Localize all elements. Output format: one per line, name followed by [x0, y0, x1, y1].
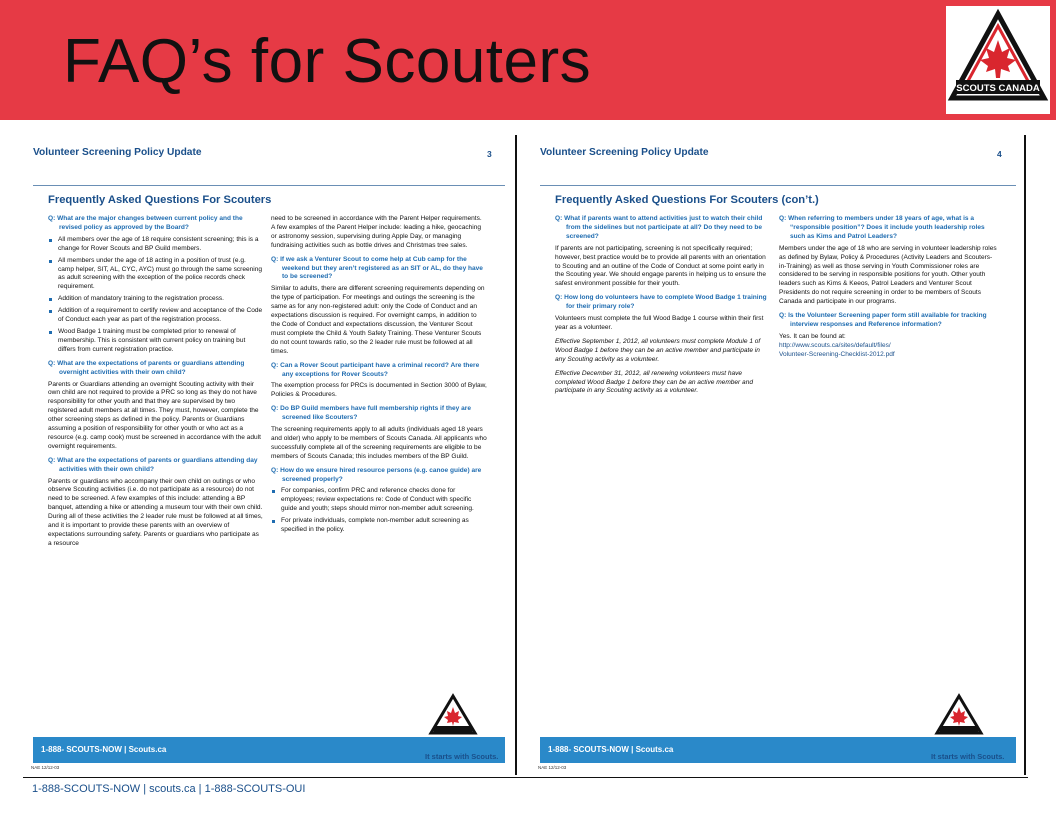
- slide-footer-rule: [23, 777, 1028, 778]
- answer: Yes. It can be found at:: [779, 332, 846, 340]
- section-title: Frequently Asked Questions For Scouters: [48, 194, 272, 206]
- question: Q: What are the expectations of parents or guardians attending overnight activities with their own child?: [48, 359, 245, 376]
- footer-contact: 1-888- SCOUTS-NOW | Scouts.ca: [548, 745, 674, 754]
- checklist-link[interactable]: Volunteer-Screening-Checklist-2012.pdf: [779, 350, 895, 358]
- answer-italic: Effective September 1, 2012, all volunteers must complete Module 1 of Wood Badge 1 before they can be an active member and participate in any Scouting activity as a volunteer.: [555, 337, 761, 363]
- list-item: Addition of mandatory training to the registration process.: [48, 295, 263, 304]
- question: Q: Can a Rover Scout participant have a criminal record? Are there any exceptions for Rover Scouts?: [271, 361, 480, 378]
- question: Q: What if parents want to attend activities just to watch their child from the sidelines but not participate at all? Do they need to be screened?: [555, 215, 763, 240]
- answer: The exemption process for PRCs is documented in Section 3000 of Bylaw, Policies & Procedures.: [271, 382, 487, 399]
- bullet-list: [48, 236, 263, 355]
- document-code: NAE 12/12-03: [31, 765, 60, 770]
- scouts-canada-logo: [946, 6, 1050, 114]
- page-4: [530, 135, 1030, 775]
- question: Q: Is the Volunteer Screening paper form still available for tracking interview responses and Reference information?: [779, 312, 987, 328]
- list-item: For private individuals, complete non-member adult screening as specified in the policy.: [271, 517, 487, 535]
- document-code: NAE 12/12-03: [538, 765, 567, 770]
- slide-title: FAQ’s for Scouters: [63, 27, 592, 96]
- question: Q: Do BP Guild members have full membership rights if they are screened like Scouters?: [271, 405, 471, 422]
- list-item: Addition of a requirement to certify review and acceptance of the Code of Conduct each year as part of the registration process.: [48, 307, 263, 325]
- tagline: It starts with Scouts.: [425, 752, 499, 761]
- answer: If parents are not participating, screening is not specifically required; however, best practice would be to provide all parents with an orientation to Scouting and an outline of the Code of Conduct at some point early in the Scouting year. We should engage parents in helping us to ensure the safest environment possible for their youth.: [555, 244, 766, 288]
- question: Q: What are the major changes between current policy and the revised policy as approved by the Board?: [48, 215, 243, 231]
- page4-column-1: [555, 215, 767, 401]
- page-number: 4: [997, 149, 1002, 159]
- footer-contact: 1-888- SCOUTS-NOW | Scouts.ca: [41, 745, 167, 754]
- answer: Parents or Guardians attending an overnight Scouting activity with their own child are not required to provide a PRC so long as they do not have responsibility for other youth and that they are supervised by two registered adult members at all times. They must, however, complete the other screening steps as defined in the policy. Parents or Guardians assuming a position of responsibility for other youth or who act as a resource (e.g. camp cook) must be screened in accordance with the adult overnight requirements.: [48, 380, 261, 450]
- page-header: Volunteer Screening Policy Update: [540, 147, 709, 158]
- answer-italic: Effective December 31, 2012, all renewing volunteers must have completed Wood Badge 1 before they can be an active member and participate in any Scouting activity as a volunteer.: [555, 369, 753, 395]
- page-divider: [1024, 135, 1026, 775]
- question: Q: How do we ensure hired resource persons (e.g. canoe guide) are screened properly?: [271, 466, 482, 483]
- header-divider: [540, 185, 1016, 186]
- page-header: Volunteer Screening Policy Update: [33, 147, 202, 158]
- page-number: 3: [487, 149, 492, 159]
- section-title: Frequently Asked Questions For Scouters (con’t.): [555, 194, 819, 206]
- list-item: Wood Badge 1 training must be completed prior to renewal of membership. This is consistent with current policy on training but differs from current registration practice.: [48, 328, 263, 355]
- question: Q: When referring to members under 18 years of age, what is a “responsible position”? Does it include youth leadership roles such as Kims and Patrol Leaders?: [779, 215, 985, 240]
- page-divider: [515, 135, 517, 775]
- question: Q: If we ask a Venturer Scout to come help at Cub camp for the weekend but they aren’t registered as an SIT or AL, do they have to be screened?: [271, 255, 483, 281]
- header-divider: [33, 185, 505, 186]
- answer: The screening requirements apply to all adults (individuals aged 18 years and older) who apply to be members of Scouts Canada. All applicants who successfully complete all of the screening requirements are eligible to be members of Scouts Canada; this includes members of the BP Guild.: [271, 426, 487, 460]
- list-item: For companies, confirm PRC and reference checks done for employees; review expectations re: Code of Conduct with specific guide and youth; steps should mirror non-member adult screening.: [271, 487, 487, 514]
- bullet-list: [271, 487, 487, 535]
- slide-footer-contact: 1-888-SCOUTS-NOW | scouts.ca | 1-888-SCOUTS-OUI: [32, 783, 306, 795]
- checklist-link[interactable]: http://www.scouts.ca/sites/default/files/: [779, 341, 891, 349]
- answer: Volunteers must complete the full Wood Badge 1 course within their first year as a volunteer.: [555, 315, 764, 331]
- page-3: [23, 135, 515, 775]
- list-item: All members over the age of 18 require consistent screening; this is a change for Rover Scouts and BP Guild members.: [48, 236, 263, 254]
- scouts-canada-logo-small: [428, 693, 478, 741]
- answer: Parents or guardians who accompany their own child on outings or who observe Scouting activities (i.e. do not participate as a resource) do not need to be screened. A few examples of this include: attending a BP banquet, attending a hike or attending a museum tour with their own child. During all of these activities the 2 leader rule must be followed at all times, and it is important to provide these parents with an overview of expectations surrounding safety. Parents or guardians who participate as a resource: [48, 477, 263, 547]
- page4-column-2: [779, 215, 998, 360]
- scouts-canada-logo-small: [934, 693, 984, 741]
- answer: Members under the age of 18 who are serving in volunteer leadership roles as defined by Bylaw, Policy & Procedures (Activity Leaders and Scouters-in-Training) as well as those serving in Youth Commissioner roles are considered to be serving in responsible positions for youth. Other youth leaders such as Kims & Keeos, Patrol Leaders and Venturer Scout Presidents do not require screening in order to be members of Scouts Canada and participate in our programs.: [779, 244, 997, 306]
- page3-column-1: [48, 215, 263, 554]
- answer: need to be screened in accordance with the Parent Helper requirements. A few examples of the Parent Helper include: leading a hike, geocaching or astronomy session, supervising during Apple Day, or managing fundraising activities such as bottle drives and Christmas tree sales.: [271, 215, 482, 249]
- list-item: All members under the age of 18 acting in a position of trust (e.g. camp helper, SIT, AL, CYC, AYC) must go through the same screening as adult screening with the exception of the police records check requirement.: [48, 257, 263, 293]
- answer: Similar to adults, there are different screening requirements depending on the type of participation. For meetings and outings the screening is the same as for any non-registered adult: only the Code of Conduct and an expectations discussion is required. For overnight camps, in addition to the Code of Conduct and expectations discussion, the Venturer Scout must complete the Child & Youth Safety Training. These Venturer Scouts do not count towards ratio, so the 2 leader rule must be followed at all times.: [271, 285, 485, 355]
- tagline: It starts with Scouts.: [931, 752, 1005, 761]
- question: Q: How long do volunteers have to complete Wood Badge 1 training for their primary role?: [555, 294, 767, 311]
- question: Q: What are the expectations of parents or guardians attending day activities with their own child?: [48, 456, 258, 473]
- svg-text:SCOUTS CANADA: SCOUTS CANADA: [956, 83, 1040, 94]
- page3-column-2: [271, 215, 487, 540]
